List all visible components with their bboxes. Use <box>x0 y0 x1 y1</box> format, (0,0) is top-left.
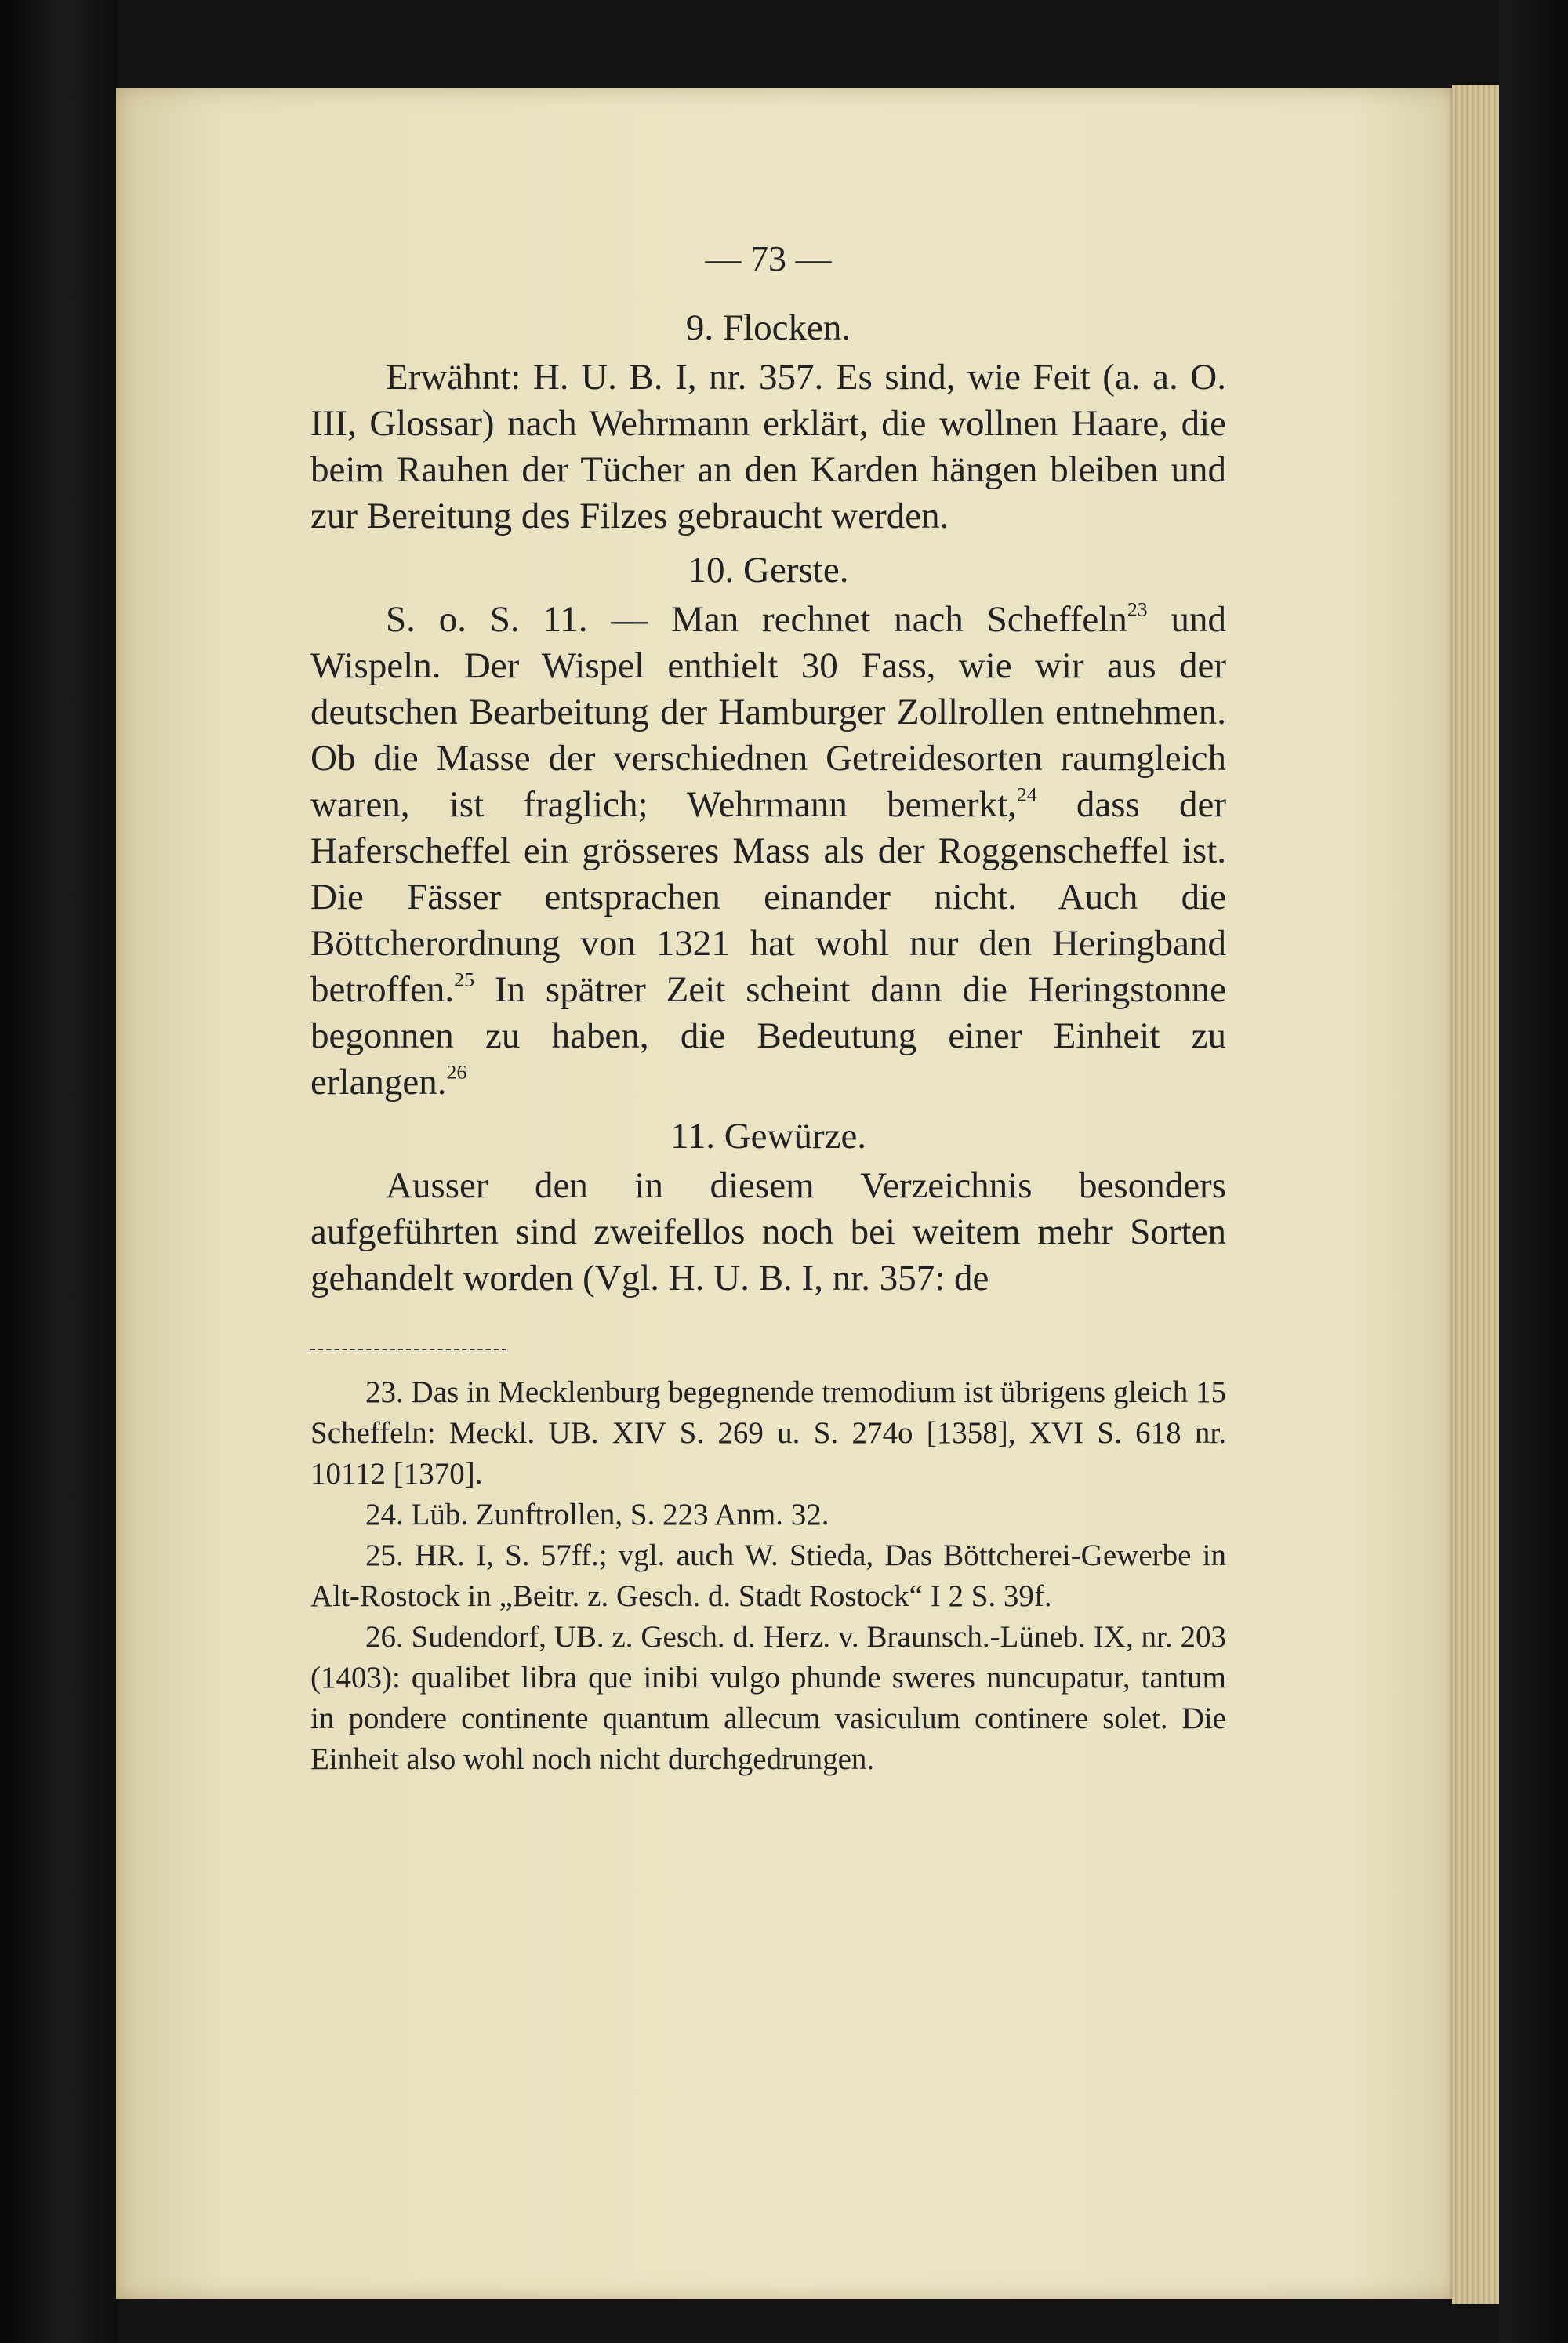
text-run: In spätrer Zeit scheint dann die Heringstonne begonnen zu haben, die Bedeutung einer Einheit zu erlangen. <box>310 969 1226 1102</box>
footnote-ref-24: 24 <box>1016 783 1037 806</box>
book-cover-right <box>1499 0 1568 2343</box>
paragraph-gewuerze: Ausser den in diesem Verzeichnis besonders aufgeführten sind zweifellos noch bei weitem mehr Sorten gehandelt worden (Vgl. H. U. B. I, nr. 357: de <box>310 1165 1226 1299</box>
footnote-26: 26. Sudendorf, UB. z. Gesch. d. Herz. v. Braunsch.-Lüneb. IX, nr. 203 (1403): qualibet libra que inibi vulgo phunde sweres nuncupatur, tantum in pondere continente quantum allecum vasiculum continere solet. Die Einheit also wohl noch nicht durchgedrungen. <box>310 1620 1226 1776</box>
footnote-ref-23: 23 <box>1127 598 1148 621</box>
page-edges <box>1452 85 1499 2304</box>
paragraph-flocken: Erwähnt: H. U. B. I, nr. 357. Es sind, wie Feit (a. a. O. III, Glossar) nach Wehrmann erklärt, die wollnen Haare, die beim Rauhen der Tücher an den Karden hängen bleiben und zur Bereitung des Filzes gebraucht werden. <box>310 357 1226 536</box>
footnote-23: 23. Das in Mecklenburg begegnende tremodium ist übrigens gleich 15 Scheffeln: Meckl. UB. XIV S. 269 u. S. 274o [1358], XVI S. 618 nr. 10112 [1370]. <box>310 1375 1226 1491</box>
section-heading-gerste: 10. Gerste. <box>688 550 849 590</box>
text-run: S. o. S. 11. — Man rechnet nach Scheffeln <box>386 599 1127 640</box>
footnote-divider <box>310 1349 506 1350</box>
text-run: dass der Haferscheffel ein grösseres Mass als der Roggenscheffel ist. Die Fässer entsprachen einander nicht. Auch die Böttcherordnung von 1321 hat wohl nur den Heringband betroffen. <box>310 784 1226 1010</box>
section-heading-gewuerze: 11. Gewürze. <box>670 1116 867 1157</box>
page-number: — 73 — <box>705 238 832 278</box>
book-cover-left <box>0 0 118 2343</box>
footnote-25: 25. HR. I, S. 57ff.; vgl. auch W. Stieda, Das Böttcherei-Gewerbe in Alt-Rostock in „Beitr. z. Gesch. d. Stadt Rostock“ I 2 S. 39f. <box>310 1538 1226 1613</box>
paragraph-gerste <box>310 597 1226 1106</box>
text-run: und Wispeln. Der Wispel enthielt 30 Fass, wie wir aus der deutschen Bearbeitung der Hamburger Zollrollen entnehmen. Ob die Masse der verschiednen Getreidesorten raumgleich waren, ist fraglich; Wehrmann bemerkt, <box>310 599 1227 825</box>
footnote-ref-26: 26 <box>446 1060 467 1084</box>
footnote-ref-25: 25 <box>454 968 474 991</box>
section-heading-flocken: 9. Flocken. <box>685 307 851 348</box>
footnote-24: 24. Lüb. Zunftrollen, S. 223 Anm. 32. <box>365 1498 829 1531</box>
page-text <box>310 235 1226 1780</box>
